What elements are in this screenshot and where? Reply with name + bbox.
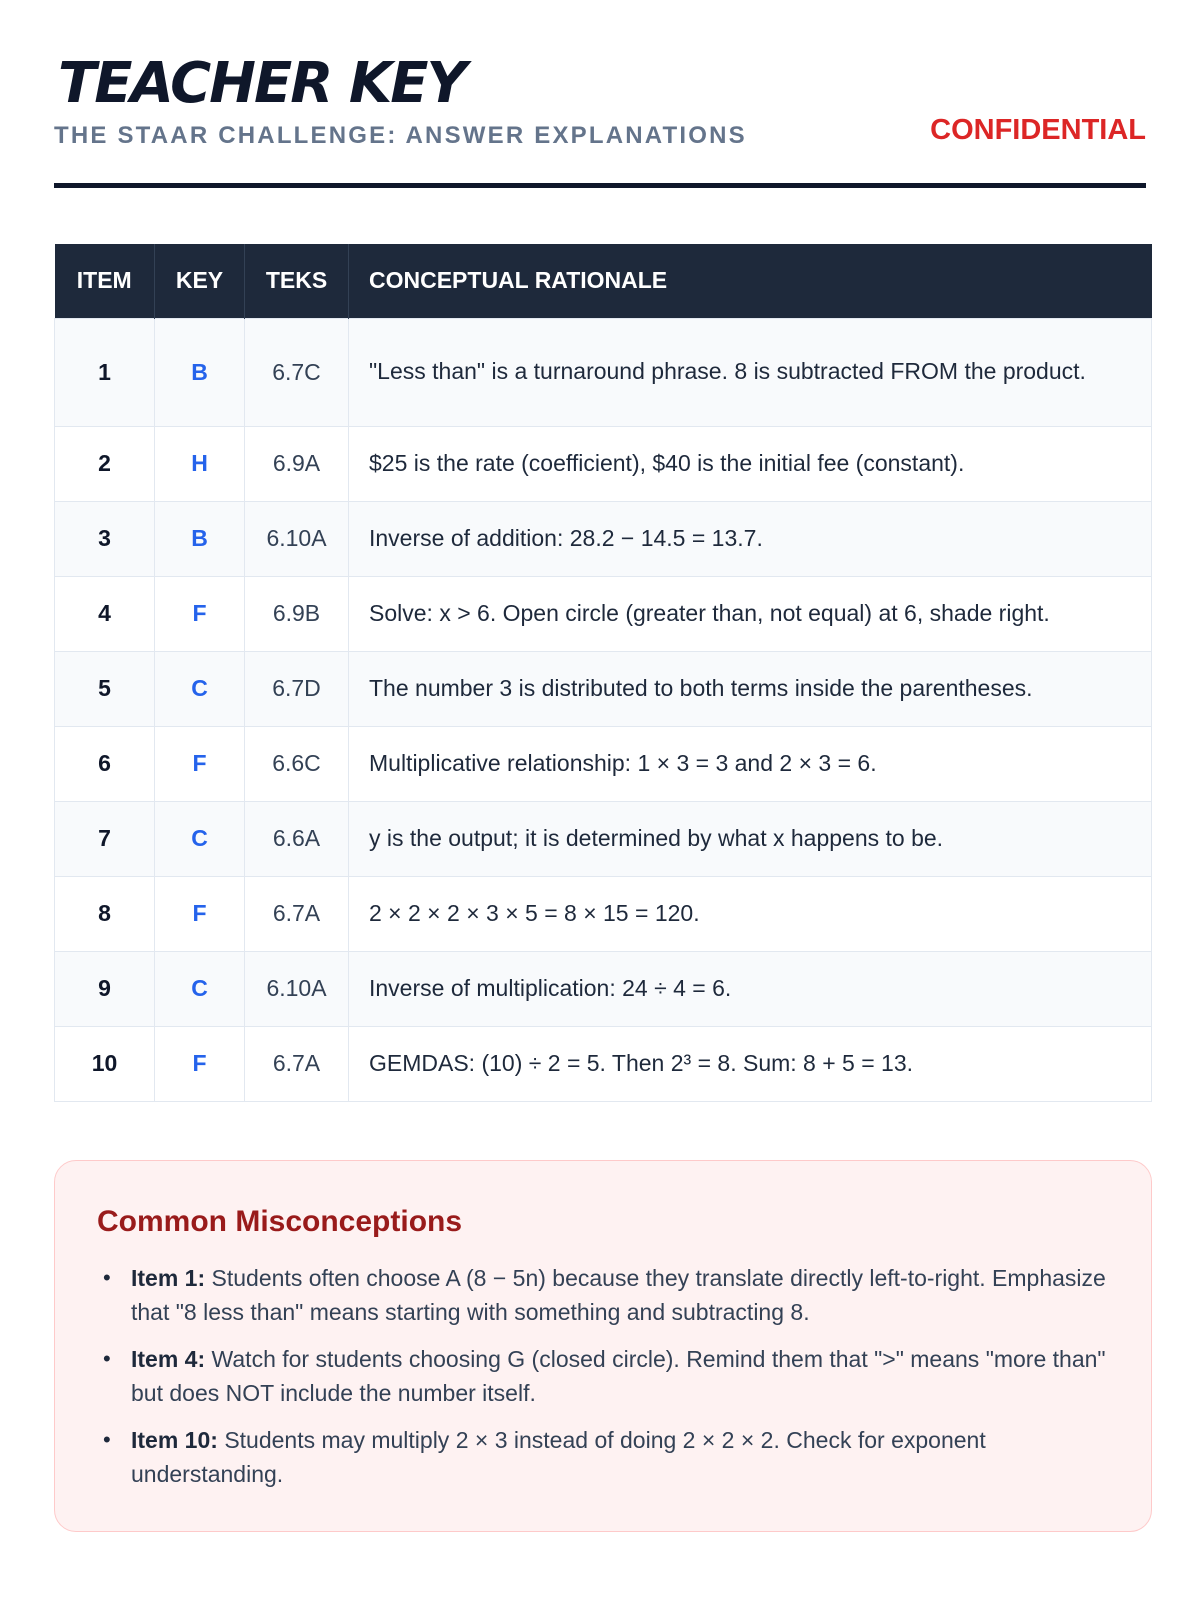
item-number-cell: 5 xyxy=(55,651,155,726)
table-row xyxy=(55,876,1152,951)
table-header-row xyxy=(55,244,1152,318)
rationale-cell: GEMDAS: (10) ÷ 2 = 5. Then 2³ = 8. Sum: 8 + 5 = 13. xyxy=(349,1026,1152,1101)
table-row xyxy=(55,651,1152,726)
answer-key-cell: F xyxy=(155,726,245,801)
rationale-cell: The number 3 is distributed to both terms inside the parentheses. xyxy=(349,651,1152,726)
teks-cell: 6.10A xyxy=(245,951,349,1026)
rationale-cell: $25 is the rate (coefficient), $40 is the initial fee (constant). xyxy=(349,426,1152,501)
misconception-label: Item 10: xyxy=(131,1427,225,1453)
rationale-cell: Inverse of addition: 28.2 − 14.5 = 13.7. xyxy=(349,501,1152,576)
answer-key-cell: B xyxy=(155,501,245,576)
page-subtitle: THE STAAR CHALLENGE: ANSWER EXPLANATIONS xyxy=(54,122,747,149)
confidential-label: CONFIDENTIAL xyxy=(930,114,1146,146)
answer-key-cell: F xyxy=(155,876,245,951)
misconceptions-list xyxy=(97,1261,1111,1491)
misconceptions-title: Common Misconceptions xyxy=(97,1205,463,1238)
column-header-key: KEY xyxy=(155,244,245,318)
rationale-cell: y is the output; it is determined by what x happens to be. xyxy=(349,801,1152,876)
rationale-cell: Multiplicative relationship: 1 × 3 = 3 and 2 × 3 = 6. xyxy=(349,726,1152,801)
table-row xyxy=(55,951,1152,1026)
item-number-cell: 7 xyxy=(55,801,155,876)
table-row xyxy=(55,426,1152,501)
teks-cell: 6.7A xyxy=(245,876,349,951)
page-title: TEACHER KEY xyxy=(58,51,466,116)
table-row xyxy=(55,318,1152,426)
answer-key-cell: C xyxy=(155,651,245,726)
item-number-cell: 10 xyxy=(55,1026,155,1101)
table-row xyxy=(55,726,1152,801)
column-header-item: ITEM xyxy=(55,244,155,318)
teks-cell: 6.9B xyxy=(245,576,349,651)
rationale-cell: Inverse of multiplication: 24 ÷ 4 = 6. xyxy=(349,951,1152,1026)
item-number-cell: 9 xyxy=(55,951,155,1026)
misconception-label: Item 1: xyxy=(131,1265,212,1291)
misconception-text: Students often choose A (8 − 5n) because they translate directly left-to-right. Emphasize that "8 less than" means starting with something and subtracting 8. xyxy=(131,1265,1106,1325)
misconception-text: Students may multiply 2 × 3 instead of doing 2 × 2 × 2. Check for exponent understanding. xyxy=(131,1427,986,1487)
teks-cell: 6.10A xyxy=(245,501,349,576)
answer-key-table xyxy=(54,244,1152,1102)
table-row xyxy=(55,501,1152,576)
answer-key-cell: H xyxy=(155,426,245,501)
column-header-rationale: CONCEPTUAL RATIONALE xyxy=(349,244,1152,318)
rationale-cell: 2 × 2 × 2 × 3 × 5 = 8 × 15 = 120. xyxy=(349,876,1152,951)
teks-cell: 6.6A xyxy=(245,801,349,876)
table-row xyxy=(55,801,1152,876)
teks-cell: 6.9A xyxy=(245,426,349,501)
item-number-cell: 8 xyxy=(55,876,155,951)
rationale-cell: Solve: x > 6. Open circle (greater than, not equal) at 6, shade right. xyxy=(349,576,1152,651)
item-number-cell: 1 xyxy=(55,318,155,426)
answer-key-cell: C xyxy=(155,951,245,1026)
misconception-text: Watch for students choosing G (closed circle). Remind them that ">" means "more than" but does NOT include the number itself. xyxy=(131,1346,1106,1406)
list-item xyxy=(97,1423,1111,1491)
teks-cell: 6.7A xyxy=(245,1026,349,1101)
column-header-teks: TEKS xyxy=(245,244,349,318)
answer-key-cell: C xyxy=(155,801,245,876)
teks-cell: 6.7C xyxy=(245,318,349,426)
answer-key-cell: F xyxy=(155,1026,245,1101)
list-item xyxy=(97,1261,1111,1329)
misconceptions-panel xyxy=(54,1160,1152,1532)
teks-cell: 6.7D xyxy=(245,651,349,726)
item-number-cell: 3 xyxy=(55,501,155,576)
table-row xyxy=(55,576,1152,651)
item-number-cell: 6 xyxy=(55,726,155,801)
rationale-cell: "Less than" is a turnaround phrase. 8 is subtracted FROM the product. xyxy=(349,318,1152,426)
page-header xyxy=(54,0,1146,188)
item-number-cell: 4 xyxy=(55,576,155,651)
answer-key-cell: B xyxy=(155,318,245,426)
answer-key-cell: F xyxy=(155,576,245,651)
misconception-label: Item 4: xyxy=(131,1346,212,1372)
list-item xyxy=(97,1342,1111,1410)
item-number-cell: 2 xyxy=(55,426,155,501)
table-row xyxy=(55,1026,1152,1101)
teks-cell: 6.6C xyxy=(245,726,349,801)
